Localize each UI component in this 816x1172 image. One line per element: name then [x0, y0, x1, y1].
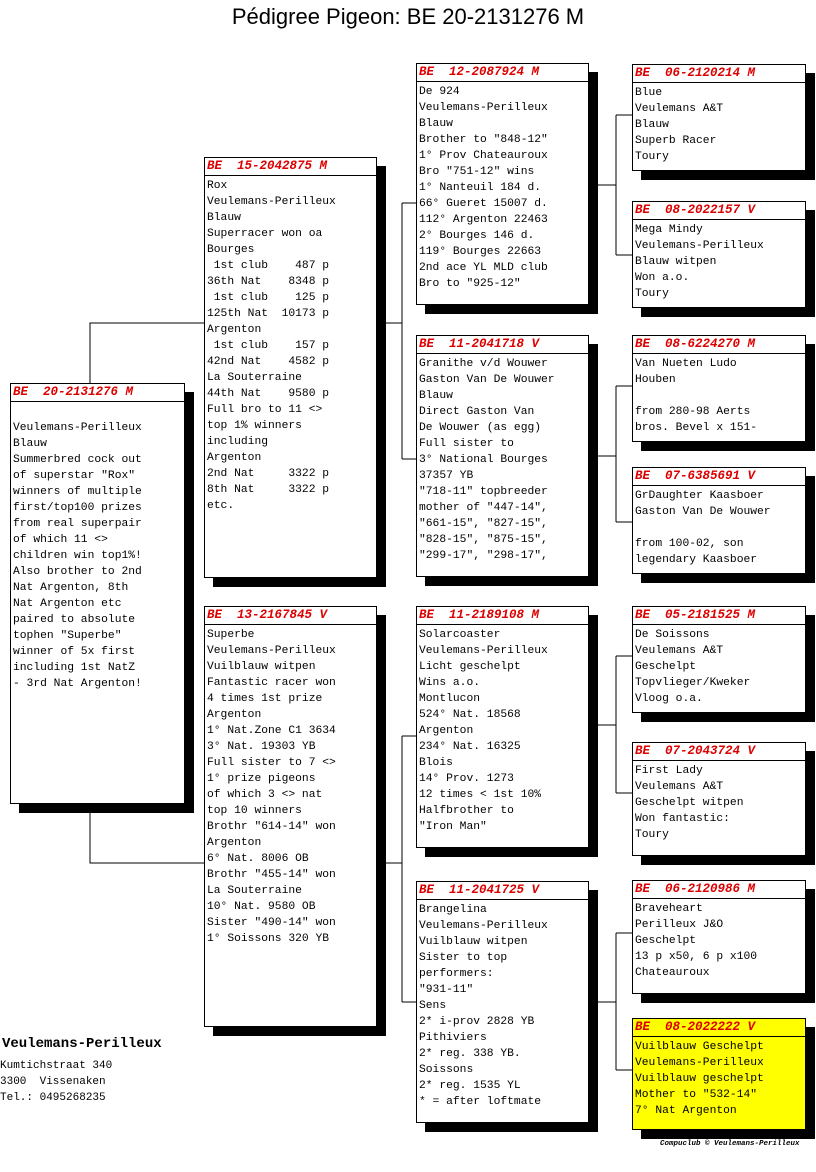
info-line: Rox: [207, 180, 228, 192]
info-line: Soissons: [419, 1064, 474, 1076]
info-line: 4 times 1st prize: [207, 693, 323, 705]
info-line: Toury: [635, 829, 669, 841]
info-line: "931-11": [419, 984, 474, 996]
info-line: Pithiviers: [419, 1032, 487, 1044]
info-line: Topvlieger/Kweker: [635, 677, 751, 689]
info-line: Won a.o.: [635, 272, 690, 284]
info-line: 2* reg. 338 YB.: [419, 1048, 521, 1060]
info-line: Nat Argenton etc: [13, 598, 122, 610]
info-line: 2nd ace YL MLD club: [419, 262, 548, 274]
info-line: Perilleux J&O: [635, 919, 724, 931]
info-line: Direct Gaston Van: [419, 406, 535, 418]
info-line: first/top100 prizes: [13, 502, 142, 514]
info-line: 2* reg. 1535 YL: [419, 1080, 521, 1092]
software-credit: Compuclub © Veulemans-Perilleux: [660, 1140, 800, 1148]
info-line: Mother to "532-14": [635, 1089, 758, 1101]
info-line: bros. Bevel x 151-: [635, 422, 758, 434]
info-line: Bro "751-12" wins: [419, 166, 535, 178]
info-line: of which 11 <>: [13, 534, 108, 546]
granddam-paternal-card: [416, 335, 589, 577]
info-line: paired to absolute: [13, 614, 136, 626]
ring-number: BE 07-6385691 V: [633, 468, 805, 486]
info-line: Vuilblauw witpen: [419, 936, 528, 948]
info-line: 1st club 125 p: [207, 292, 330, 304]
info-line: 1° Nat.Zone C1 3634: [207, 725, 336, 737]
info-line: Vuilblauw Geschelpt: [635, 1041, 764, 1053]
info-line: tophen "Superbe": [13, 630, 122, 642]
info-line: Geschelpt witpen: [635, 797, 744, 809]
info-line: Veulemans-Perilleux: [207, 645, 336, 657]
great-grandparent-card-2: [632, 201, 806, 308]
info-line: 112° Argenton 22463: [419, 214, 548, 226]
breeder-name: Veulemans-Perilleux: [2, 1036, 162, 1052]
info-line: 3° National Bourges: [419, 454, 548, 466]
info-line: 66° Gueret 15007 d.: [419, 198, 548, 210]
info-line: Geschelpt: [635, 935, 697, 947]
pigeon-info: [633, 761, 805, 843]
info-line: Sister to top: [419, 952, 508, 964]
info-line: Argenton: [207, 709, 262, 721]
info-line: Veulemans A&T: [635, 645, 724, 657]
info-line: Blauw: [419, 118, 453, 130]
pigeon-info: [11, 402, 184, 692]
great-grandparent-card-6: [632, 742, 806, 856]
info-line: Bro to "925-12": [419, 278, 521, 290]
great-grandparent-card-5: [632, 606, 806, 713]
info-line: Brothr "455-14" won: [207, 869, 336, 881]
info-line: etc.: [207, 500, 235, 512]
ring-number: BE 11-2041725 V: [417, 882, 588, 900]
info-line: 10° Nat. 9580 OB: [207, 901, 316, 913]
info-line: Montlucon: [419, 693, 481, 705]
info-line: "661-15", "827-15",: [419, 518, 548, 530]
info-line: Chateauroux: [635, 967, 710, 979]
great-grandparent-card-8-highlighted: [632, 1018, 806, 1130]
info-line: Halfbrother to: [419, 805, 514, 817]
info-line: 524° Nat. 18568: [419, 709, 521, 721]
info-line: * = after loftmate: [419, 1096, 542, 1108]
info-line: 2° Bourges 146 d.: [419, 230, 535, 242]
info-line: Blois: [419, 757, 453, 769]
dam-card: [204, 606, 377, 1027]
info-line: 8th Nat 3322 p: [207, 484, 330, 496]
breeder-address: Kumtichstraat 340: [0, 1060, 113, 1072]
info-line: Veulemans-Perilleux: [207, 196, 336, 208]
info-line: 7° Nat Argenton: [635, 1105, 737, 1117]
info-line: Full bro to 11 <>: [207, 404, 323, 416]
great-grandparent-card-1: [632, 64, 806, 171]
info-line: Gaston Van De Wouwer: [635, 506, 771, 518]
info-line: [13, 404, 184, 420]
info-line: Granithe v/d Wouwer: [419, 358, 548, 370]
info-line: Brothr "614-14" won: [207, 821, 336, 833]
info-line: 36th Nat 8348 p: [207, 276, 330, 288]
ring-number: BE 12-2087924 M: [417, 64, 588, 82]
pigeon-info: [633, 1037, 805, 1119]
info-line: 1° Prov Chateauroux: [419, 150, 548, 162]
breeder-phone: Tel.: 0495268235: [0, 1092, 106, 1104]
pigeon-info: [205, 625, 376, 947]
info-line: winner of 5x first: [13, 646, 136, 658]
subject-pigeon-card: [10, 383, 185, 804]
granddam-maternal-card: [416, 881, 589, 1123]
info-line: Braveheart: [635, 903, 703, 915]
info-line: including 1st NatZ: [13, 662, 136, 674]
info-line: 3° Nat. 19303 YB: [207, 741, 316, 753]
ring-number: BE 08-2022157 V: [633, 202, 805, 220]
info-line: 12 times < 1st 10%: [419, 789, 542, 801]
info-line: Veulemans A&T: [635, 103, 724, 115]
info-line: La Souterraine: [207, 372, 302, 384]
ring-number: BE 11-2189108 M: [417, 607, 588, 625]
info-line: Van Nueten Ludo: [635, 358, 737, 370]
info-line: Mega Mindy: [635, 224, 703, 236]
info-line: De Wouwer (as egg): [419, 422, 542, 434]
pigeon-info: [633, 220, 805, 302]
info-line: 125th Nat 10173 p: [207, 308, 330, 320]
info-line: "828-15", "875-15",: [419, 534, 548, 546]
grandsire-maternal-card: [416, 606, 589, 848]
info-line: 119° Bourges 22663: [419, 246, 542, 258]
info-line: Blauw: [419, 390, 453, 402]
info-line: Sister "490-14" won: [207, 917, 336, 929]
info-line: Argenton: [419, 725, 474, 737]
ring-number: BE 20-2131276 M: [11, 384, 184, 402]
info-line: 42nd Nat 4582 p: [207, 356, 330, 368]
info-line: Veulemans A&T: [635, 781, 724, 793]
info-line: First Lady: [635, 765, 703, 777]
info-line: Blue: [635, 87, 663, 99]
info-line: [635, 520, 805, 536]
info-line: Fantastic racer won: [207, 677, 336, 689]
info-line: Gaston Van De Wouwer: [419, 374, 555, 386]
info-line: performers:: [419, 968, 494, 980]
info-line: 6° Nat. 8006 OB: [207, 853, 309, 865]
info-line: Wins a.o.: [419, 677, 481, 689]
info-line: 1st club 487 p: [207, 260, 330, 272]
pigeon-info: [633, 625, 805, 707]
info-line: Brangelina: [419, 904, 487, 916]
info-line: top 1% winners: [207, 420, 302, 432]
info-line: 1° Nanteuil 184 d.: [419, 182, 542, 194]
great-grandparent-card-3: [632, 335, 806, 442]
info-line: Veulemans-Perilleux: [13, 422, 142, 434]
info-line: Superb Racer: [635, 135, 717, 147]
info-line: legendary Kaasboer: [635, 554, 758, 566]
info-line: Houben: [635, 374, 676, 386]
ring-number: BE 08-6224270 M: [633, 336, 805, 354]
info-line: "Iron Man": [419, 821, 487, 833]
info-line: Vloog o.a.: [635, 693, 703, 705]
info-line: from 280-98 Aerts: [635, 406, 751, 418]
info-line: Veulemans-Perilleux: [635, 240, 764, 252]
pigeon-info: [205, 176, 376, 514]
info-line: 14° Prov. 1273: [419, 773, 514, 785]
ring-number: BE 06-2120214 M: [633, 65, 805, 83]
info-line: Vuilblauw geschelpt: [635, 1073, 764, 1085]
info-line: [635, 388, 805, 404]
info-line: Vuilblauw witpen: [207, 661, 316, 673]
info-line: Argenton: [207, 324, 262, 336]
info-line: GrDaughter Kaasboer: [635, 490, 764, 502]
ring-number: BE 07-2043724 V: [633, 743, 805, 761]
info-line: Blauw: [635, 119, 669, 131]
ring-number: BE 13-2167845 V: [205, 607, 376, 625]
info-line: Superbe: [207, 629, 255, 641]
info-line: 1st club 157 p: [207, 340, 330, 352]
info-line: Veulemans-Perilleux: [419, 920, 548, 932]
info-line: 1° Soissons 320 YB: [207, 933, 330, 945]
pigeon-info: [417, 354, 588, 564]
info-line: Solarcoaster: [419, 629, 501, 641]
info-line: Blauw witpen: [635, 256, 717, 268]
info-line: 1° prize pigeons: [207, 773, 316, 785]
info-line: 234° Nat. 16325: [419, 741, 521, 753]
pigeon-info: [633, 354, 805, 436]
pigeon-info: [633, 899, 805, 981]
info-line: 2nd Nat 3322 p: [207, 468, 330, 480]
info-line: Won fantastic:: [635, 813, 730, 825]
pigeon-info: [633, 486, 805, 568]
info-line: Full sister to: [419, 438, 514, 450]
info-line: top 10 winners: [207, 805, 302, 817]
info-line: La Souterraine: [207, 885, 302, 897]
info-line: De Soissons: [635, 629, 710, 641]
info-line: "718-11" topbreeder: [419, 486, 548, 498]
info-line: from 100-02, son: [635, 538, 744, 550]
info-line: - 3rd Nat Argenton!: [13, 678, 142, 690]
ring-number: BE 15-2042875 M: [205, 158, 376, 176]
info-line: Nat Argenton, 8th: [13, 582, 129, 594]
page-title: Pédigree Pigeon: BE 20-2131276 M: [231, 4, 585, 29]
info-line: Toury: [635, 151, 669, 163]
ring-number: BE 08-2022222 V: [633, 1019, 805, 1037]
info-line: Bourges: [207, 244, 255, 256]
info-line: Brother to "848-12": [419, 134, 548, 146]
pigeon-info: [417, 900, 588, 1110]
pigeon-info: [417, 82, 588, 292]
info-line: Veulemans-Perilleux: [419, 645, 548, 657]
pigeon-info: [633, 83, 805, 165]
info-line: 44th Nat 9580 p: [207, 388, 330, 400]
info-line: Blauw: [13, 438, 47, 450]
info-line: 13 p x50, 6 p x100: [635, 951, 758, 963]
info-line: of superstar "Rox": [13, 470, 136, 482]
breeder-city: 3300 Vissenaken: [0, 1076, 106, 1088]
info-line: Veulemans-Perilleux: [635, 1057, 764, 1069]
info-line: 2* i-prov 2828 YB: [419, 1016, 535, 1028]
info-line: of which 3 <> nat: [207, 789, 323, 801]
info-line: Summerbred cock out: [13, 454, 142, 466]
info-line: Toury: [635, 288, 669, 300]
info-line: 37357 YB: [419, 470, 474, 482]
pigeon-info: [417, 625, 588, 835]
info-line: Licht geschelpt: [419, 661, 521, 673]
ring-number: BE 11-2041718 V: [417, 336, 588, 354]
info-line: Veulemans-Perilleux: [419, 102, 548, 114]
info-line: Geschelpt: [635, 661, 697, 673]
ring-number: BE 06-2120986 M: [633, 881, 805, 899]
grandsire-paternal-card: [416, 63, 589, 305]
great-grandparent-card-7: [632, 880, 806, 994]
ring-number: BE 05-2181525 M: [633, 607, 805, 625]
info-line: children win top1%!: [13, 550, 142, 562]
info-line: Full sister to 7 <>: [207, 757, 336, 769]
info-line: winners of multiple: [13, 486, 142, 498]
info-line: "299-17", "298-17",: [419, 550, 548, 562]
info-line: Argenton: [207, 837, 262, 849]
info-line: Superracer won oa: [207, 228, 323, 240]
sire-card: [204, 157, 377, 578]
info-line: mother of "447-14",: [419, 502, 548, 514]
info-line: Argenton: [207, 452, 262, 464]
info-line: De 924: [419, 86, 460, 98]
info-line: Blauw: [207, 212, 241, 224]
info-line: Also brother to 2nd: [13, 566, 142, 578]
info-line: from real superpair: [13, 518, 142, 530]
great-grandparent-card-4: [632, 467, 806, 574]
info-line: Sens: [419, 1000, 447, 1012]
info-line: including: [207, 436, 269, 448]
